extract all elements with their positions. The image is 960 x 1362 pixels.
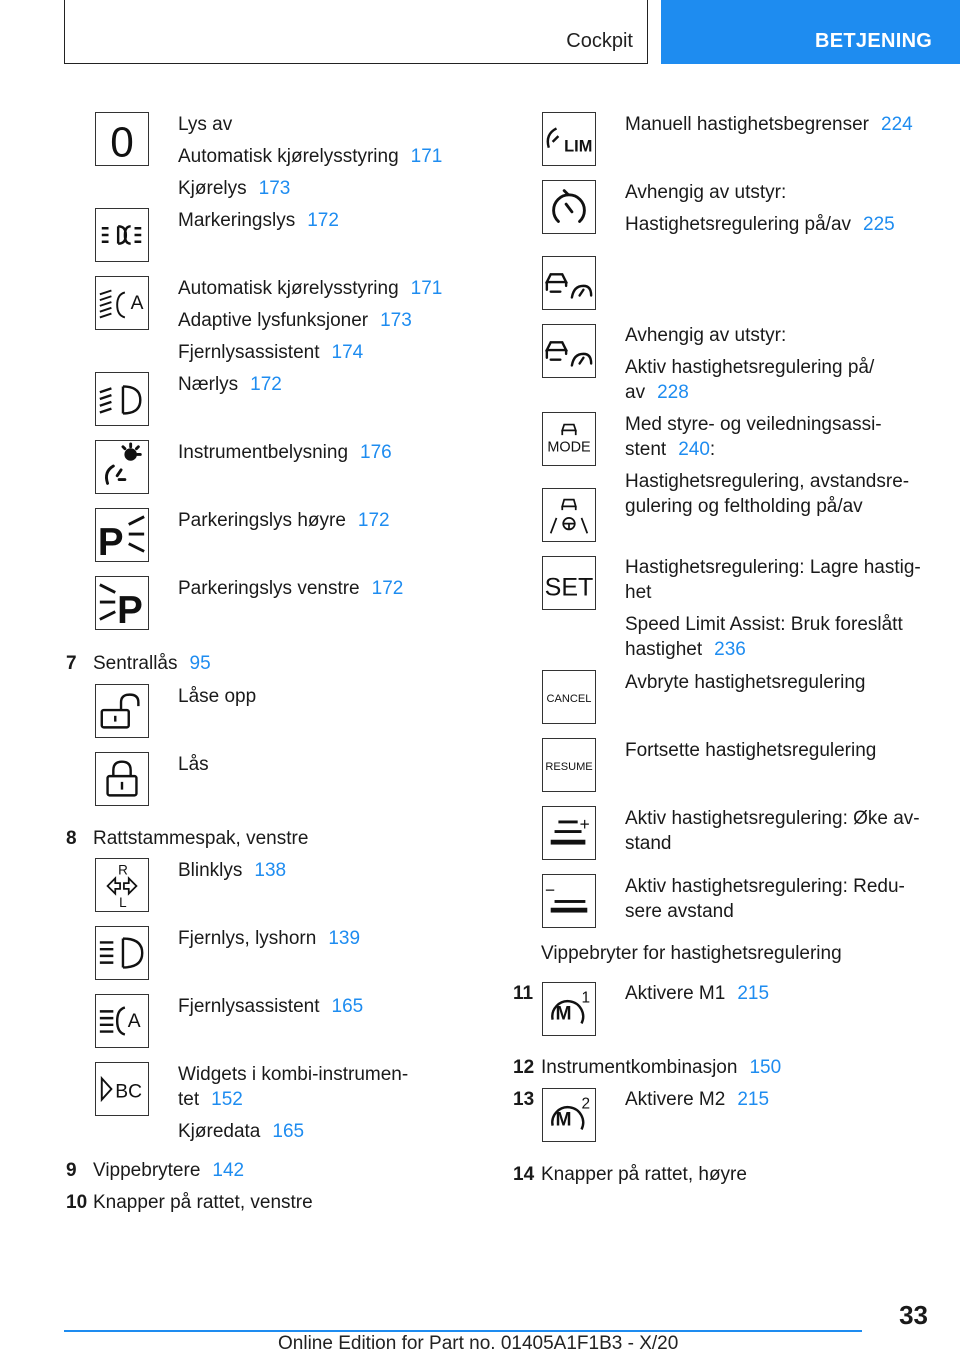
- increase-distance-icon: [542, 806, 596, 860]
- svg-text:M: M: [555, 1109, 572, 1131]
- page-link[interactable]: 172: [357, 510, 390, 531]
- set-line2: het: [625, 582, 652, 603]
- combo-line1: Hastighetsregulering, avstandsre-: [625, 471, 910, 492]
- park-right-item: Parkeringslys høyre 172: [178, 510, 390, 531]
- cruise-control-icon: [542, 180, 596, 234]
- decrease-distance-icon: [542, 874, 596, 928]
- svg-text:LIM: LIM: [564, 137, 593, 156]
- svg-text:RESUME: RESUME: [545, 760, 593, 773]
- page-link[interactable]: 215: [737, 983, 770, 1004]
- trip-item: Kjøredata 165: [178, 1121, 305, 1142]
- high-beam-assist-icon: [95, 994, 149, 1048]
- combo-line2: gulering og feltholding på/av: [625, 496, 863, 517]
- auto-drl-item: Automatisk kjørelysstyring 171: [178, 146, 443, 167]
- lights-off-label: Lys av: [178, 114, 233, 135]
- steer-line2: stent 240:: [625, 439, 716, 460]
- cc-item: Hastighetsregulering på/av 225: [625, 214, 895, 235]
- page-link[interactable]: 224: [881, 114, 913, 135]
- cancel-icon: [542, 670, 596, 724]
- svg-text:MODE: MODE: [547, 439, 591, 456]
- page-link[interactable]: 173: [380, 310, 412, 331]
- resume-icon: [542, 738, 596, 792]
- rocker-cc-label: Vippebryter for hastighetsregulering: [541, 943, 842, 964]
- svg-text:0: 0: [110, 118, 134, 165]
- page-link[interactable]: 176: [360, 442, 392, 463]
- header-chapter-tab[interactable]: [661, 0, 960, 64]
- page-link[interactable]: 150: [749, 1057, 782, 1078]
- sla-line1: Speed Limit Assist: Bruk foreslått: [625, 614, 903, 635]
- mode-icon: [542, 412, 596, 466]
- resume-label: Fortsette hastighetsregulering: [625, 740, 877, 761]
- high-beam-icon: [95, 926, 149, 980]
- svg-text:A: A: [130, 292, 144, 314]
- svg-text:M: M: [555, 1003, 572, 1025]
- svg-text:CANCEL: CANCEL: [546, 692, 592, 705]
- blink-item: Blinklys 138: [178, 860, 287, 881]
- marker-item: Markeringslys 172: [178, 210, 339, 231]
- wheel-right-heading: Knapper på rattet, høyre: [541, 1164, 747, 1185]
- equip-note-1: Avhengig av utstyr:: [625, 182, 787, 203]
- item-number: 10: [66, 1192, 88, 1213]
- widgets-line1: Widgets i kombi-instrumen-: [178, 1064, 409, 1085]
- item-number: 12: [513, 1057, 535, 1078]
- page-link[interactable]: 236: [714, 639, 746, 660]
- instrument-lighting-icon: [95, 440, 149, 494]
- page-link[interactable]: 138: [254, 860, 287, 881]
- page-link[interactable]: 142: [212, 1160, 245, 1181]
- m2-item: Aktivere M2 215: [625, 1089, 770, 1110]
- cluster-item: Instrumentkombinasjon 150: [541, 1057, 782, 1078]
- set-line1: Hastighetsregulering: Lagre hastig-: [625, 557, 921, 578]
- sla-line2: hastighet 236: [625, 639, 746, 660]
- page-link[interactable]: 171: [410, 146, 443, 167]
- page-link[interactable]: 95: [189, 653, 211, 674]
- header-section-box: [64, 0, 648, 64]
- low-beam-item: Nærlys 172: [178, 374, 282, 395]
- page-link[interactable]: 171: [410, 278, 443, 299]
- page-link[interactable]: 225: [863, 214, 895, 235]
- dec-line1: Aktiv hastighetsregulering: Redu-: [625, 876, 905, 897]
- footer-edition: Online Edition for Part no. 01405A1F1B3 - X/20: [278, 1333, 679, 1354]
- m2-icon: [542, 1088, 596, 1142]
- rocker-item: Vippebrytere 142: [93, 1160, 245, 1181]
- item-number: 7: [66, 653, 77, 674]
- dec-line2: sere avstand: [625, 901, 734, 922]
- item-number: 9: [66, 1160, 77, 1181]
- unlock-icon: [95, 684, 149, 738]
- page-link[interactable]: 165: [272, 1121, 305, 1142]
- drl-item: Kjørelys 173: [178, 178, 291, 199]
- cancel-label: Avbryte hastighetsregulering: [625, 672, 866, 693]
- wheel-left-heading: Knapper på rattet, venstre: [93, 1192, 313, 1213]
- parking-right-icon: [95, 508, 149, 562]
- page-link[interactable]: 240: [678, 439, 710, 460]
- bc-widgets-icon: [95, 1062, 149, 1116]
- item-number: 8: [66, 828, 77, 849]
- svg-text:BC: BC: [115, 1081, 143, 1103]
- page-link[interactable]: 172: [371, 578, 404, 599]
- page-link[interactable]: 215: [737, 1089, 770, 1110]
- page-link[interactable]: 172: [250, 374, 282, 395]
- m1-item: Aktivere M1 215: [625, 983, 770, 1004]
- speed-limiter-icon: [542, 112, 596, 166]
- lights-off-icon: [95, 112, 149, 166]
- inc-line2: stand: [625, 833, 672, 854]
- lock-icon: [95, 752, 149, 806]
- auto-light-icon: [95, 276, 149, 330]
- adaptive-item: Adaptive lysfunksjoner 173: [178, 310, 412, 331]
- page-link[interactable]: 165: [331, 996, 364, 1017]
- stalk-heading: Rattstammespak, venstre: [93, 828, 309, 849]
- parking-lights-icon: [95, 208, 149, 262]
- lim-item: Manuell hastighetsbegrenser 224: [625, 114, 913, 135]
- hba-item: Fjernlysassistent 174: [178, 342, 364, 363]
- acc-car-icon-a: [542, 256, 596, 310]
- high-beam-item: Fjernlys, lyshorn 139: [178, 928, 361, 949]
- svg-text:2: 2: [581, 1095, 591, 1113]
- acc-car-icon-b: [542, 324, 596, 378]
- inc-line1: Aktiv hastighetsregulering: Øke av-: [625, 808, 920, 829]
- instr-item: Instrumentbelysning 176: [178, 442, 392, 463]
- acc-line1: Aktiv hastighetsregulering på/: [625, 357, 875, 378]
- equip-note-2: Avhengig av utstyr:: [625, 325, 787, 346]
- page-link[interactable]: 228: [657, 382, 689, 403]
- low-beam-icon: [95, 372, 149, 426]
- item-number: 11: [513, 983, 534, 1004]
- svg-text:−: −: [544, 880, 556, 901]
- svg-text:R: R: [118, 862, 128, 878]
- page-link[interactable]: 172: [307, 210, 339, 231]
- lock-label: Lås: [178, 754, 209, 775]
- page-link[interactable]: 139: [328, 928, 361, 949]
- m1-icon: [542, 982, 596, 1036]
- item-number: 14: [513, 1164, 535, 1185]
- header-section: Cockpit: [566, 30, 633, 52]
- page-link[interactable]: 174: [331, 342, 364, 363]
- lane-assist-icon: [542, 488, 596, 542]
- svg-text:L: L: [119, 895, 127, 911]
- item-number: 13: [513, 1089, 535, 1110]
- acc-line2: av 228: [625, 382, 689, 403]
- page-number: 33: [899, 1300, 928, 1330]
- park-left-item: Parkeringslys venstre 172: [178, 578, 404, 599]
- auto-drl2-item: Automatisk kjørelysstyring 171: [178, 278, 443, 299]
- svg-text:1: 1: [581, 989, 591, 1007]
- widgets-line2: tet 152: [178, 1089, 243, 1110]
- unlock-label: Låse opp: [178, 686, 257, 707]
- page-link[interactable]: 152: [211, 1089, 243, 1110]
- svg-text:+: +: [579, 814, 590, 835]
- svg-text:A: A: [127, 1010, 141, 1032]
- parking-left-icon: [95, 576, 149, 630]
- svg-text:SET: SET: [544, 573, 594, 602]
- turn-signal-icon: [95, 858, 149, 912]
- steer-line1: Med styre- og veiledningsassi-: [625, 414, 882, 435]
- svg-text:P: P: [97, 521, 124, 561]
- hba2-item: Fjernlysassistent 165: [178, 996, 364, 1017]
- set-icon: [542, 556, 596, 610]
- svg-text:P: P: [117, 589, 143, 629]
- page-link[interactable]: 173: [258, 178, 291, 199]
- footer-divider: [64, 1330, 862, 1332]
- header-chapter: BETJENING: [815, 30, 933, 52]
- central-lock-item: Sentrallås 95: [93, 653, 211, 674]
